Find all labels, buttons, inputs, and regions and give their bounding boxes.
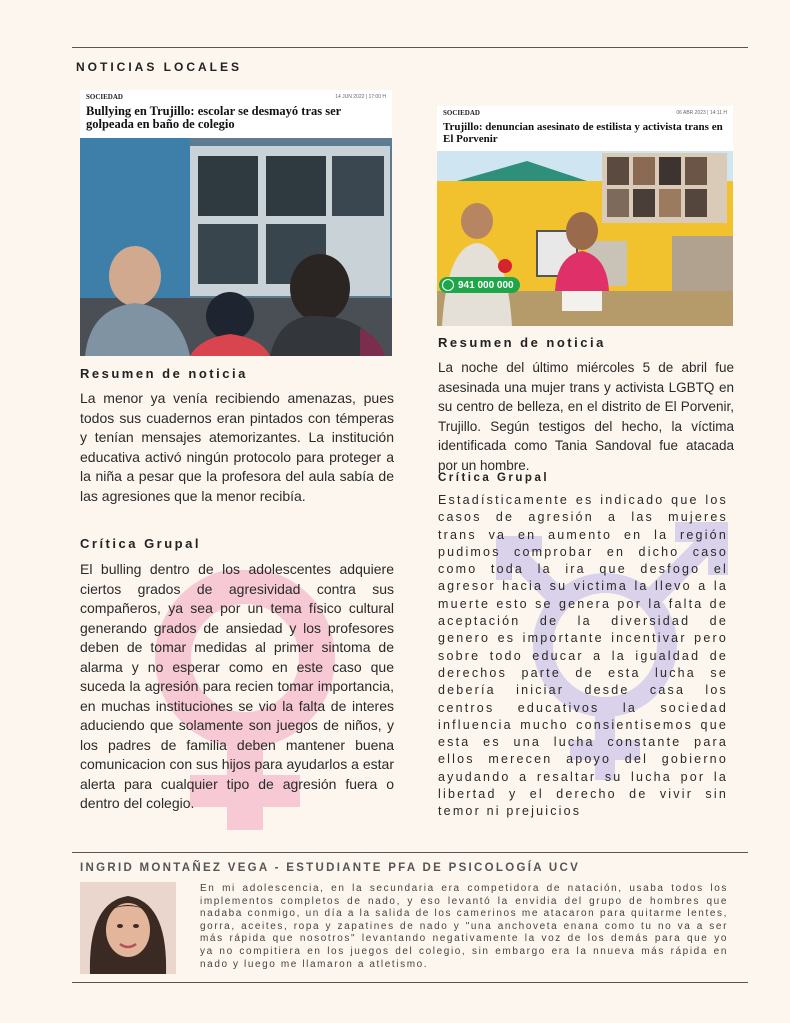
top-divider <box>72 47 748 48</box>
beauty-salon-photo <box>437 151 733 326</box>
author-divider-bottom <box>72 982 748 983</box>
right-critique-text: Estadísticamente es indicado que los casos de agresión a las mujeres trans va en aumento en la región pudimos comprobar en dicho caso como toda la ira que desfogo el agresor hacia su victima la llevo a la muerte esto se genera por la falta de aceptación de la diversidad de genero es importante incentivar pero sobre todo educar a la igualdad de derechos parte de esta lucha se debería iniciar desde casa los centros educativos la sociedad influencia mucho consientisemos que esta es una lucha constante para ellos merecen apoyo del gobierno ayudando a resaltar su lucha por la libertad y el derecho de vivir sin temor ni prejuicios <box>438 493 728 819</box>
right-critique-title: Crítica Grupal <box>438 472 550 484</box>
left-summary-text: La menor ya venía recibiendo amenazas, pues todos sus cuadernos eran pintados con témperas y tenían mensajes atemorizantes. La institución educativa activó ningún protocolo para proteger a la niña a pesar que la profesora del aula sabía de las agresiones que la menor recibía. <box>80 390 394 504</box>
left-critique-title: Crítica Grupal <box>80 536 201 551</box>
clip-date: 14 JUN 2022 | 17:00 H <box>335 94 386 100</box>
left-critique-text: El bulling dentro de los adolescentes adquiere ciertos grados de agresividad contra sus compañeros, ya sea por un tema físico cultural generando grados de ansiedad y los profesores deben de tomar medidas al primer sintoma de alarma y no esperar como en este caso que suceda la agresión para recien tomar importancia, en muchas instituciones se vio la falta de interes aduciendo que solamente son juegos de niños, y los padres de familia deben mantener buena comunicacion con sus hijos para ayudarlos a estar alerta para cualquier tipo de agresión fuera o dentro del colegio. <box>80 561 394 811</box>
section-title: NOTICIAS LOCALES <box>76 60 243 74</box>
author-title: INGRID MONTAÑEZ VEGA - ESTUDIANTE PFA DE PSICOLOGÍA UCV <box>80 862 581 874</box>
right-summary-text: La noche del último miércoles 5 de abril fue asesinada una mujer trans y activista LGBTQ en su centro de belleza, en el distrito de El Porvenir, Trujillo. Según testigos del hecho, la víctima identificada como Tania Sandoval fue atacada por un hombre. <box>438 360 734 473</box>
left-summary-title: Resumen de noticia <box>80 366 248 381</box>
clip-section-label: SOCIEDAD <box>443 109 480 117</box>
author-bio: En mi adolescencia, en la secundaria era competidora de natación, usaba todos los implementos completos de nado, y eso levantó la envidia del grupo de hombres que nadaba conmigo, un día a la salida de los camerinos me atacaron para quitarme lentes, gorra, aceites, ropa y zapatines de nado y "una anchoveta enana como tu no va a ser más rápida que nosotros" levantando negativamente la voz de los demás para que yo ya no compitiera en los juegos del colegio, sin embargo era la nnueva más rápida en nado y luego me llamaron a atletismo. <box>200 883 728 970</box>
clip-headline: Trujillo: denuncian asesinato de estilista y activista trans en El Porvenir <box>443 121 723 145</box>
phone-number: 941 000 000 <box>458 279 514 291</box>
author-divider-top <box>72 852 748 853</box>
right-summary-title: Resumen de noticia <box>438 335 606 350</box>
phone-badge <box>439 277 520 293</box>
left-news-clipping <box>80 90 392 356</box>
right-news-clipping <box>437 106 733 326</box>
clip-headline: Bullying en Trujillo: escolar se desmayó tras ser golpeada en baño de colegio <box>86 104 341 131</box>
clip-date: 06 ABR 2023 | 14:11 H <box>676 110 727 116</box>
whatsapp-icon <box>442 279 454 291</box>
clip-section-label: SOCIEDAD <box>86 93 123 101</box>
author-avatar <box>80 882 176 974</box>
school-bathroom-photo <box>80 138 392 356</box>
